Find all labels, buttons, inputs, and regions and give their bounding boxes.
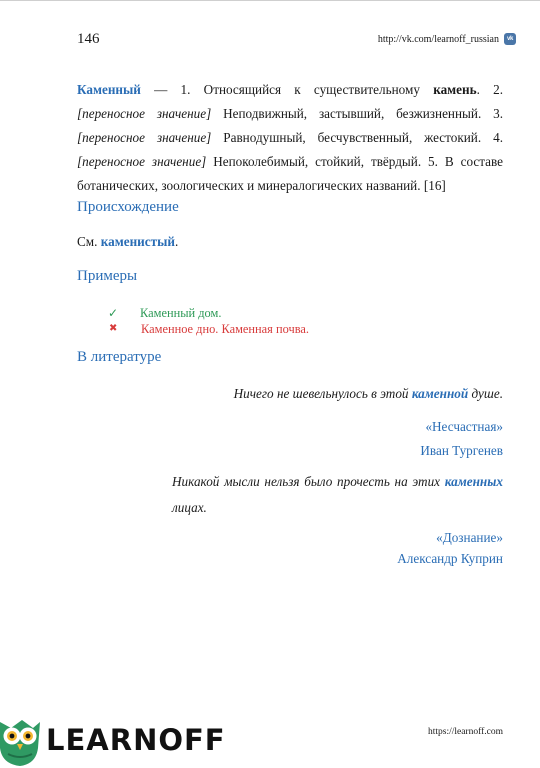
see-also-prefix: См. — [77, 234, 101, 249]
example-text: Каменный дом. — [140, 306, 222, 320]
literature-heading: В литературе — [77, 349, 162, 365]
definition-paragraph — [77, 78, 503, 198]
literature-quote-1 — [234, 381, 503, 407]
quote-text-before: Ничего не шевельнулось в этой — [233, 386, 412, 401]
quote-highlight-word: каменной — [411, 386, 469, 401]
definition-text-2: . 2. — [476, 82, 504, 97]
definition-text-5: Непоколебимый, стойкий, твёрдый. 5. В составе ботанических, зоологических и минералогических названий. [16] — [77, 154, 503, 193]
checkmark-icon: ✓ — [108, 306, 119, 320]
see-also-link[interactable]: каменистый — [100, 234, 176, 249]
example-correct — [108, 305, 309, 321]
examples-list — [108, 305, 309, 337]
cross-icon: ✖ — [109, 323, 118, 334]
page-number: 146 — [77, 31, 100, 47]
learnoff-logo[interactable] — [0, 714, 226, 766]
figurative-note-2: [переносное значение] — [77, 130, 212, 145]
quote-text-before: Никакой мысли нельзя было прочесть на этих — [172, 474, 445, 489]
definition-text-1: — 1. Относящийся к существительному — [140, 82, 434, 97]
vk-icon[interactable]: vk — [504, 33, 516, 45]
definition-text-4: Равнодушный, бесчувственный, жестокий. 4. — [211, 130, 503, 145]
quote-highlight-word: каменных — [444, 474, 503, 489]
example-text: Каменное дно. Каменная почва. — [141, 322, 309, 336]
quote-text-after: душе. — [468, 386, 503, 401]
vk-link-text[interactable]: http://vk.com/learnoff_russian — [377, 33, 499, 45]
owl-logo-icon — [0, 714, 40, 766]
quote-text-after: лицах. — [172, 500, 207, 515]
quote-2-author: Александр Куприн — [397, 551, 503, 566]
definition-root-word: камень — [433, 82, 477, 97]
figurative-note-3: [переносное значение] — [77, 154, 207, 169]
example-incorrect — [108, 321, 309, 337]
figurative-note-1: [переносное значение] — [77, 106, 212, 121]
origin-see-also — [77, 234, 178, 250]
footer-website-link[interactable]: https://learnoff.com — [427, 727, 503, 737]
quote-2-work-title: «Дознание» — [436, 530, 503, 545]
literature-quote-2 — [172, 469, 503, 521]
top-border-line — [0, 0, 540, 1]
examples-heading: Примеры — [77, 268, 138, 284]
definition-text-3: Неподвижный, застывший, безжизненный. 3. — [211, 106, 503, 121]
quote-1-author: Иван Тургенев — [420, 443, 503, 458]
see-also-suffix: . — [175, 234, 179, 249]
definition-term: Каменный — [77, 82, 141, 97]
quote-1-work-title: «Несчастная» — [425, 419, 503, 434]
header-vk-link[interactable] — [378, 33, 516, 45]
logo-text: LEARNOFF — [46, 723, 226, 757]
origin-heading: Происхождение — [77, 199, 179, 215]
